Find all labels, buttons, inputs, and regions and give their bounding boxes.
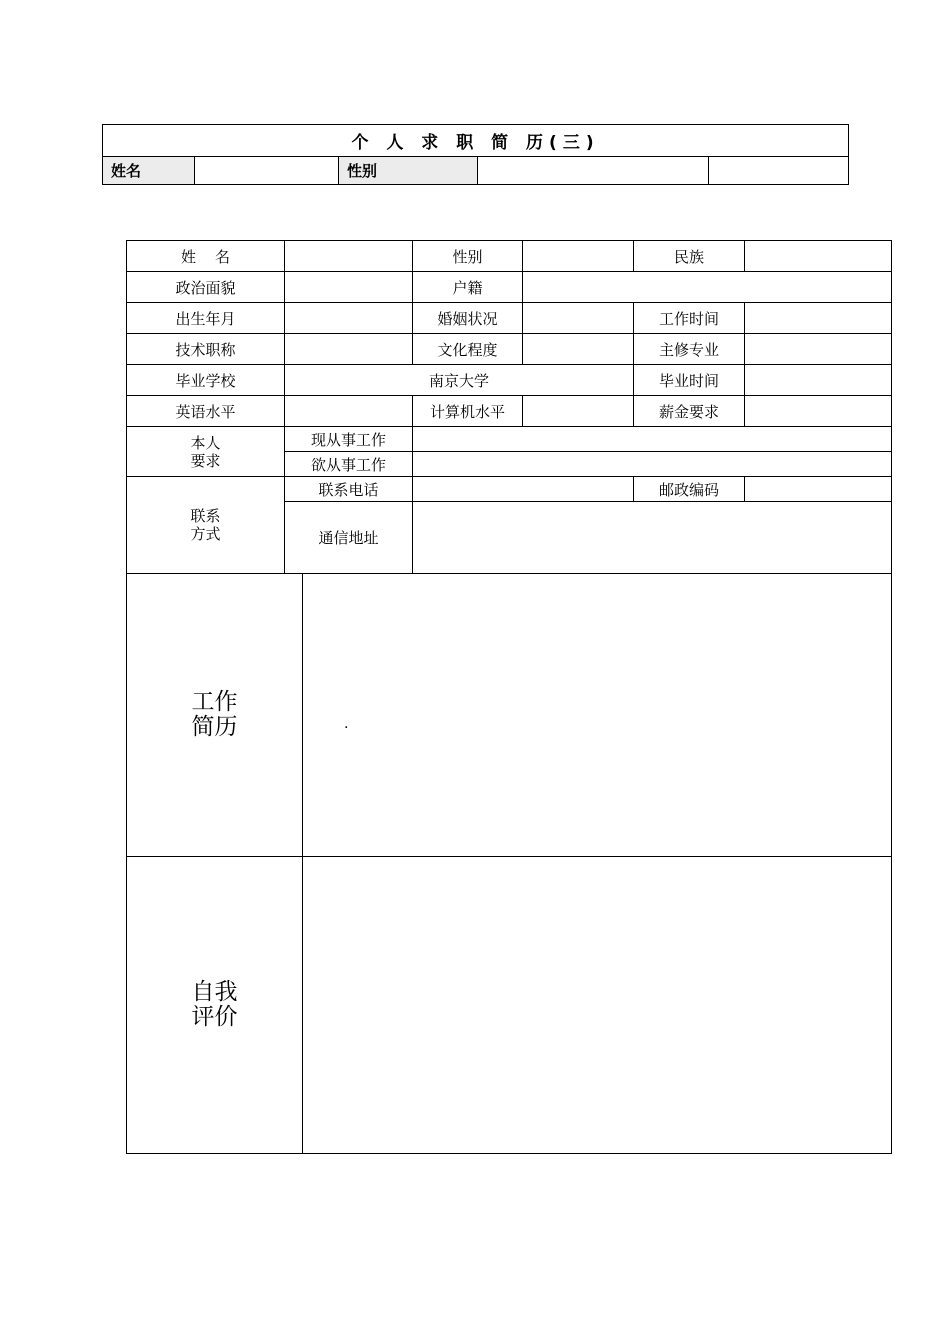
school-label: 毕业学校 — [127, 365, 285, 396]
self-eval-field[interactable] — [303, 857, 892, 1154]
request-label-line2: 要求 — [190, 451, 221, 470]
postcode-field[interactable] — [745, 477, 892, 502]
resume-form-table — [126, 240, 892, 1154]
work-history-field[interactable] — [303, 574, 892, 857]
salary-label: 薪金要求 — [634, 396, 745, 427]
grad-time-field[interactable] — [745, 365, 892, 396]
birth-field[interactable] — [285, 303, 413, 334]
gender-label: 性别 — [413, 241, 523, 272]
name-label: 姓 名 — [127, 241, 285, 272]
header-gender-field[interactable] — [478, 157, 709, 185]
marital-field[interactable] — [523, 303, 634, 334]
hukou-label: 户籍 — [413, 272, 523, 303]
address-label: 通信地址 — [285, 502, 413, 574]
work-history-dot: . — [344, 716, 349, 732]
education-field[interactable] — [523, 334, 634, 365]
request-label — [127, 427, 285, 477]
major-label: 主修专业 — [634, 334, 745, 365]
work-time-field[interactable] — [745, 303, 892, 334]
ethnicity-label: 民族 — [634, 241, 745, 272]
contact-label — [127, 477, 285, 574]
contact-label-line2: 方式 — [190, 525, 221, 543]
name-field[interactable] — [285, 241, 413, 272]
postcode-label: 邮政编码 — [634, 477, 745, 502]
grad-time-label: 毕业时间 — [634, 365, 745, 396]
hukou-field[interactable] — [523, 272, 892, 303]
gender-field[interactable] — [523, 241, 634, 272]
header-name-field[interactable] — [195, 157, 339, 185]
header-gender-label: 性别 — [339, 157, 478, 185]
work-time-label: 工作时间 — [634, 303, 745, 334]
major-field[interactable] — [745, 334, 892, 365]
school-field[interactable]: 南京大学 — [285, 365, 634, 396]
resume-title: 个 人 求 职 简 历(三) — [103, 125, 849, 157]
ethnicity-field[interactable] — [745, 241, 892, 272]
current-job-field[interactable] — [413, 427, 892, 452]
address-field[interactable] — [413, 502, 892, 574]
work-history-label-line1: 工作 — [191, 689, 238, 715]
header-table — [102, 124, 849, 185]
self-eval-label — [127, 857, 303, 1154]
self-eval-label-line1: 自我 — [191, 979, 238, 1005]
education-label: 文化程度 — [413, 334, 523, 365]
header-name-label: 姓名 — [103, 157, 195, 185]
work-history-label — [127, 574, 303, 857]
contact-label-line1: 联系 — [190, 507, 221, 525]
computer-label: 计算机水平 — [413, 396, 523, 427]
desired-job-label: 欲从事工作 — [285, 452, 413, 477]
phone-label: 联系电话 — [285, 477, 413, 502]
salary-field[interactable] — [745, 396, 892, 427]
phone-field[interactable] — [413, 477, 634, 502]
english-field[interactable] — [285, 396, 413, 427]
request-label-line1: 本人 — [190, 433, 221, 452]
self-eval-label-line2: 评价 — [191, 1004, 238, 1030]
desired-job-field[interactable] — [413, 452, 892, 477]
birth-label: 出生年月 — [127, 303, 285, 334]
computer-field[interactable] — [523, 396, 634, 427]
current-job-label: 现从事工作 — [285, 427, 413, 452]
english-label: 英语水平 — [127, 396, 285, 427]
work-history-label-line2: 简历 — [191, 714, 238, 740]
political-label: 政治面貌 — [127, 272, 285, 303]
header-extra-field[interactable] — [709, 157, 849, 185]
marital-label: 婚姻状况 — [413, 303, 523, 334]
tech-title-field[interactable] — [285, 334, 413, 365]
tech-title-label: 技术职称 — [127, 334, 285, 365]
political-field[interactable] — [285, 272, 413, 303]
